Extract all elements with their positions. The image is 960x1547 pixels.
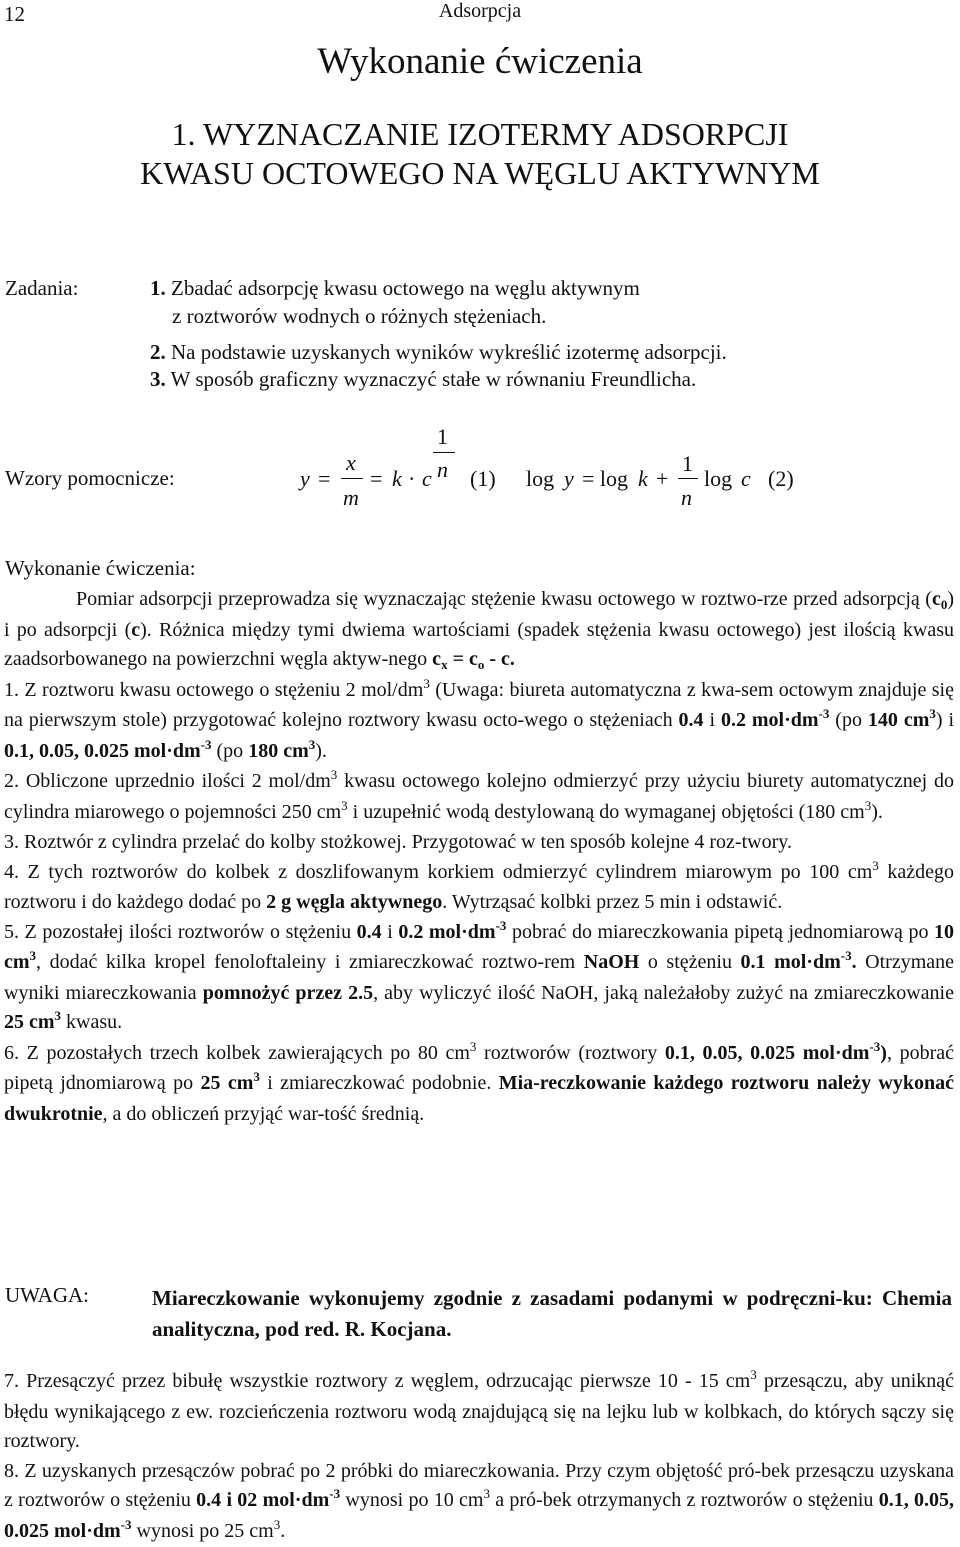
multiplier: pomnożyć przez 2.5 xyxy=(203,982,373,1004)
intro-text: ) i po adsorpcji ( xyxy=(4,588,954,641)
step-2 xyxy=(4,767,954,828)
exponent: 3 xyxy=(750,1367,757,1382)
step-text: . Wytrząsać kolbki przez 5 min i odstawić. xyxy=(442,891,782,913)
step-text: a pró-bek otrzymanych z roztworów o stężeniu xyxy=(490,1489,879,1511)
step-text: roztworów (roztwory xyxy=(476,1042,664,1064)
intro-text: ). Różnica między tymi dwiema wartościami (spadek stężenia kwasu octowego) jest ilością kwasu zaadsorbowanego na powierzchni węgla aktyw-nego xyxy=(4,619,954,671)
step-text: 7. Przesączyć przez bibułę wszystkie roztwory z węglem, odrzucając pierwsze 10 - 15 cm xyxy=(4,1370,750,1392)
freundlich-equations: y = x m = k · c 1 n (1) log y = log k + 1 n log c (2) xyxy=(0,0,960,540)
volume-value: 25 cm xyxy=(200,1072,253,1094)
step-text: , a do obliczeń przyjąć war-tość średnią. xyxy=(103,1103,425,1125)
concentration-value: 0.1, 0.05, 0.025 mol·dm xyxy=(665,1042,870,1064)
cx-letter: c xyxy=(432,648,441,670)
step-text: 2. Obliczone uprzednio ilości 2 mol/dm xyxy=(4,770,331,792)
exponent: 3 xyxy=(470,1039,477,1054)
cx-equation xyxy=(432,648,515,670)
step-8 xyxy=(4,1457,954,1547)
exponent: 3 xyxy=(274,1517,281,1532)
concentration-value: 0.4 xyxy=(357,921,382,943)
exponent: 3 xyxy=(483,1486,490,1501)
volume-value: 180 cm xyxy=(248,740,309,762)
exponent: -3 xyxy=(869,1039,880,1054)
exponent: 3 xyxy=(872,858,879,873)
c0-subscript: 0 xyxy=(941,597,948,612)
step-text: ) i xyxy=(936,709,954,731)
step-text: ). xyxy=(315,740,327,762)
exponent: 3 xyxy=(341,798,348,813)
emphasis: Mia-reczkowanie każdego roztworu należy wykonać dwukrotnie xyxy=(4,1072,954,1125)
step-text: . xyxy=(852,951,857,973)
step-6 xyxy=(4,1039,954,1130)
exponent: 3 xyxy=(30,948,37,963)
step-text: i uzupełnić wodą destylowaną do wymaganej objętości (180 cm xyxy=(348,801,865,823)
step-text: i zmiareczkować podobnie. xyxy=(260,1072,499,1094)
exponent: -3 xyxy=(496,918,507,933)
step-text: i xyxy=(704,709,721,731)
task-number: 3. xyxy=(150,367,166,391)
exponent: 3 xyxy=(309,737,316,752)
step-text: Otrzymane wyniki miareczkowania xyxy=(4,951,954,1004)
cx-mid: = c xyxy=(448,648,478,670)
step-text: ) xyxy=(880,1042,887,1064)
step-7 xyxy=(4,1367,954,1457)
concentration-value: 0.2 mol·dm xyxy=(398,921,495,943)
exponent: -3 xyxy=(841,948,852,963)
step-text: 8. Z uzyskanych przesączów pobrać po 2 próbki do miareczkowania. Przy czym objętość pró-bek przesączu uzyskana z roztworów o stężeniu xyxy=(4,1460,954,1512)
concentration-value: 0.2 mol·dm xyxy=(721,709,819,731)
task-number: 2. xyxy=(150,340,166,364)
step-text: 4. Z tych roztworów do kolbek z doszlifowanym korkiem odmierzyć cylindrem miarowym po 100 cm xyxy=(4,861,872,883)
carbon-amount: 2 g węgla aktywnego xyxy=(266,891,442,913)
step-text: 1. Z roztworu kwasu octowego o stężeniu 2 mol/dm xyxy=(4,679,423,701)
volume-value: 140 cm xyxy=(868,709,929,731)
c0-letter: c xyxy=(932,588,941,610)
step-text: kwasu octowego kolejno odmierzyć przy użyciu biurety automatycznej do cylindra miarowego o pojemności 250 cm xyxy=(4,770,954,823)
exponent: 3 xyxy=(423,676,430,691)
section-heading-line2: KWASU OCTOWEGO NA WĘGLU AKTYWNYM xyxy=(0,154,960,193)
step-text: (Uwaga: biureta automatyczna z kwa-sem octowym znajduje się na pierwszym stole) przygotować kolejno roztwory kwasu octo-wego o stężeniach xyxy=(4,679,954,732)
step-text: 5. Z pozostałej ilości roztworów o stężeniu xyxy=(4,921,357,943)
step-text: i xyxy=(382,921,399,943)
cx-end: - c. xyxy=(484,648,515,670)
exponent: 3 xyxy=(253,1069,260,1084)
exponent: 3 xyxy=(55,1008,62,1023)
step-text: 3. Roztwór z cylindra przelać do kolby stożkowej. Przygotować w ten sposób kolejne 4 roz-twory. xyxy=(4,831,792,853)
step-text: każdego roztworu i do każdego dodać po xyxy=(4,861,954,914)
step-text: pobrać do miareczkowania pipetą jednomiarową po xyxy=(506,921,934,943)
concentration-value: 0.4 xyxy=(679,709,704,731)
task-number: 1. xyxy=(150,276,166,300)
section-heading-line1: 1. WYZNACZANIE IZOTERMY ADSORPCJI xyxy=(0,115,960,154)
step-3 xyxy=(4,828,954,858)
procedure-body xyxy=(4,585,954,1129)
equation-number-2: (2) xyxy=(768,466,794,492)
warning-label: UWAGA: xyxy=(5,1283,89,1308)
formula-label: Wzory pomocnicze: xyxy=(5,466,175,491)
step-text: , pobrać pipetą jdnomiarową po xyxy=(4,1042,954,1095)
step-text: . xyxy=(280,1520,285,1542)
page-title: Wykonanie ćwiczenia xyxy=(0,40,960,83)
step-text: przesączu, aby uniknąć błędu wynikającego z ew. rozcieńczenia roztworu wodą znajdującą się na lejku lub w kolbkach, do których sączy się roztwory. xyxy=(4,1370,954,1452)
procedure-body-2 xyxy=(4,1367,954,1547)
step-text: (po xyxy=(212,740,249,762)
tasks-label: Zadania: xyxy=(5,276,78,301)
cx-subscript: x xyxy=(441,657,448,672)
task-text: W sposób graficzny wyznaczyć stałe w równaniu Freundlicha. xyxy=(171,367,697,391)
exponent: 3 xyxy=(331,767,338,782)
volume-value: 25 cm xyxy=(4,1011,55,1033)
reagent-name: NaOH xyxy=(584,951,640,973)
concentration-value: 0.4 i 02 mol·dm xyxy=(196,1489,329,1511)
c0-symbol xyxy=(932,588,947,610)
running-title: Adsorpcja xyxy=(0,0,960,23)
step-4 xyxy=(4,858,954,918)
exponent: -3 xyxy=(121,1517,132,1532)
exponent: -3 xyxy=(819,706,830,721)
warning-text: Miareczkowanie wykonujemy zgodnie z zasadami podanymi w podręczni-ku: Chemia analityczna, pod red. R. Kocjana. xyxy=(152,1283,952,1345)
procedure-title: Wykonanie ćwiczenia: xyxy=(5,556,196,581)
concentration-value: 0.1, 0.05, 0.025 mol·dm xyxy=(4,740,201,762)
step-text: wynosi po 10 cm xyxy=(340,1489,483,1511)
exponent: -3 xyxy=(201,737,212,752)
volume-value: 10 cm xyxy=(4,921,954,974)
step-text: wynosi po 25 cm xyxy=(132,1520,274,1542)
exponent: -3 xyxy=(329,1486,340,1501)
equation-number-1: (1) xyxy=(470,466,496,492)
step-text: o stężeniu xyxy=(639,951,740,973)
task-text: z roztworów wodnych o różnych stężeniach. xyxy=(172,304,546,328)
step-text: (po xyxy=(829,709,868,731)
step-text: ). xyxy=(871,801,883,823)
task-text: Zbadać adsorpcję kwasu octowego na węglu aktywnym xyxy=(171,276,640,300)
c-symbol: c xyxy=(131,619,140,641)
page-number: 12 xyxy=(4,2,25,27)
step-text: , dodać kilka kropel fenoloftaleiny i zmiareczkować roztwo-rem xyxy=(36,951,584,973)
step-5 xyxy=(4,918,954,1039)
concentration-value: 0.1, 0.05, 0.025 mol·dm xyxy=(4,1489,954,1542)
step-text: , aby wyliczyć ilość NaOH, jaką należałoby zużyć na zmiareczkowanie xyxy=(373,982,954,1004)
exponent: 3 xyxy=(929,706,936,721)
intro-text: Pomiar adsorpcji przeprowadza się wyznaczając stężenie kwasu octowego w roztwo-rze przed adsorpcją ( xyxy=(76,588,932,610)
step-1 xyxy=(4,676,954,768)
co-subscript: o xyxy=(478,657,485,672)
procedure-intro xyxy=(4,585,954,676)
concentration-value: 0.1 mol·dm xyxy=(741,951,841,973)
task-text: Na podstawie uzyskanych wyników wykreślić izotermę adsorpcji. xyxy=(171,340,727,364)
step-text: kwasu. xyxy=(61,1011,122,1033)
step-text: 6. Z pozostałych trzech kolbek zawierających po 80 cm xyxy=(4,1042,470,1064)
exponent: 3 xyxy=(865,798,872,813)
